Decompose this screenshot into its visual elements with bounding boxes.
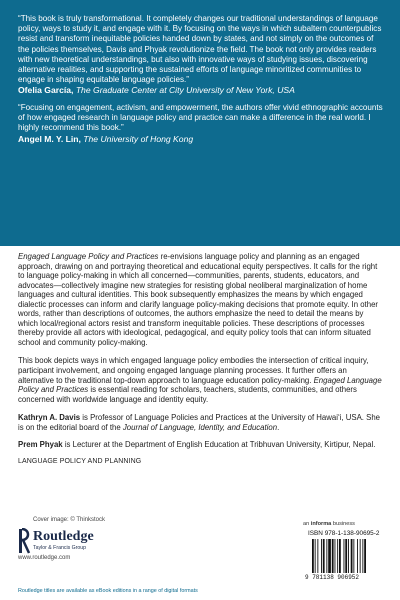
- barcode-bar: [337, 539, 338, 573]
- barcode-bar: [332, 539, 334, 573]
- endorsement-attribution-2: [18, 134, 384, 145]
- endorsements: [18, 14, 384, 151]
- routledge-logo-icon: [18, 528, 31, 554]
- barcode-bar: [323, 539, 325, 573]
- informa-brand: informa: [310, 521, 332, 527]
- endorsement-quote-2: “Focusing on engagement, activism, and empowerment, the authors offer vivid ethnographic accounts of how engaged research in language policy and practice can make a difference in the real world. I highly recommend this book.”: [18, 102, 383, 133]
- barcode-bar: [360, 539, 361, 573]
- barcode-bar: [353, 539, 354, 573]
- informa-tagline: [303, 521, 355, 527]
- endorser-name: Angel M. Y. Lin,: [18, 133, 81, 144]
- publisher-name: Routledge: [33, 529, 94, 544]
- description-paragraph-1: [18, 252, 384, 347]
- barcode-bar: [364, 539, 366, 573]
- book-description: [18, 252, 384, 465]
- informa-prefix: an: [303, 521, 311, 527]
- author-bio-text: is Lecturer at the Department of English Education at Tribhuvan University, Kirtipur, Nepal.: [62, 440, 376, 450]
- barcode-icon: [308, 539, 388, 574]
- barcode-bar: [339, 539, 341, 573]
- author-name: Prem Phyak: [18, 440, 63, 450]
- barcode-bar: [328, 539, 331, 573]
- description-text: re-envisions language policy and planning as an engaged approach, drawing on and portraying theoretical and educational equity perspectives. It calls for the right to language policy-making in which all concerned—communities, parents, students, educators, and advocates—collectively imagine new strategies for resisting global neoliberal marginalization of home languages and cultural identities. This book subsequently emphasizes the means by which engaged dialectic processes can inform and clarify language policy-making decisions that promote equity. In other words, rather than descriptions of outcomes, the authors emphasize the need to detail the means by which local/regional actors resist and transform inequitable policies. These descriptions of processes thereby provide all actors with ideological, pedagogical, and equity policy tools that can inform situated school and community policy-making.: [18, 252, 378, 347]
- barcode-bar: [335, 539, 336, 573]
- barcode-bar: [315, 539, 316, 573]
- ebook-note: Routledge titles are available as eBook editions in a range of digital formats: [18, 588, 198, 594]
- barcode-bar: [321, 539, 322, 573]
- book-title: Engaged Language Policy and Practices: [18, 252, 159, 261]
- description-paragraph-2: [18, 356, 384, 404]
- description-text: is essential reading for scholars, teachers, students, communities, and others concerned with worldwide language and identity equity.: [18, 385, 357, 404]
- endorsements-panel: [0, 0, 400, 246]
- author-bio-text: .: [277, 422, 280, 432]
- cover-credit: Cover image: © Thinkstock: [33, 517, 106, 523]
- author-bio-2: [18, 440, 384, 450]
- description-text: This book depicts ways in which engaged language policy embodies the intersection of critical inquiry, participant involvement, and ongoing engaged language planning processes. It further offers an alternative to the traditional top-down approach to language education policy-making.: [18, 356, 369, 385]
- series-name: LANGUAGE POLICY AND PLANNING: [18, 457, 142, 465]
- author-name: Kathryn A. Davis: [18, 413, 81, 423]
- barcode-bar: [362, 539, 363, 573]
- publisher-logo: [18, 528, 138, 558]
- endorser-affiliation: The University of Hong Kong: [83, 133, 194, 144]
- isbn-label: ISBN 978-1-138-90695-2: [308, 530, 380, 537]
- book-title: Engaged Language Policy and Practices: [18, 375, 382, 395]
- endorser-name: Ofelia García,: [18, 85, 74, 96]
- endorsement-attribution-1: [18, 85, 384, 96]
- journal-title: Journal of Language, Identity, and Education: [122, 422, 278, 432]
- barcode-bar: [357, 539, 358, 573]
- author-bio-1: [18, 413, 384, 432]
- endorser-affiliation: The Graduate Center at City University of New York, USA: [75, 85, 295, 96]
- barcode-digits: 9 781138 906952: [305, 574, 360, 581]
- barcode-bar: [344, 539, 345, 573]
- barcode-bar: [348, 539, 349, 573]
- publisher-url[interactable]: www.routledge.com: [18, 555, 71, 561]
- barcode-bar: [317, 539, 318, 573]
- barcode-bar: [312, 539, 314, 573]
- informa-suffix: business: [331, 521, 355, 527]
- barcode-bar: [351, 539, 353, 573]
- publisher-group: Taylor & Francis Group: [33, 545, 87, 551]
- endorsement-quote-1: “This book is truly transformational. It completely changes our traditional understandings of language policy, ways to study it, and engage with it. By focusing on the ways in which subaltern counterpublics resist and transform inequitable policies handed down by states, and not simply on the outcomes of the policies themselves, Davis and Phyak revolutionize the field. The book not only provides readers with new theoretical understandings, but also with innovative ways of studying issues, discovering alternative realities, and supporting the sustained efforts of language minoritized communities to engage in shaping equitable language policies.”: [18, 14, 382, 85]
- barcode-bar: [326, 539, 327, 573]
- barcode-bar: [345, 539, 347, 573]
- barcode-block: [305, 530, 390, 585]
- author-bio-text: is Professor of Language Policies and Practices at the University of Hawai‘i, USA. She is on the editorial board of the: [18, 413, 381, 432]
